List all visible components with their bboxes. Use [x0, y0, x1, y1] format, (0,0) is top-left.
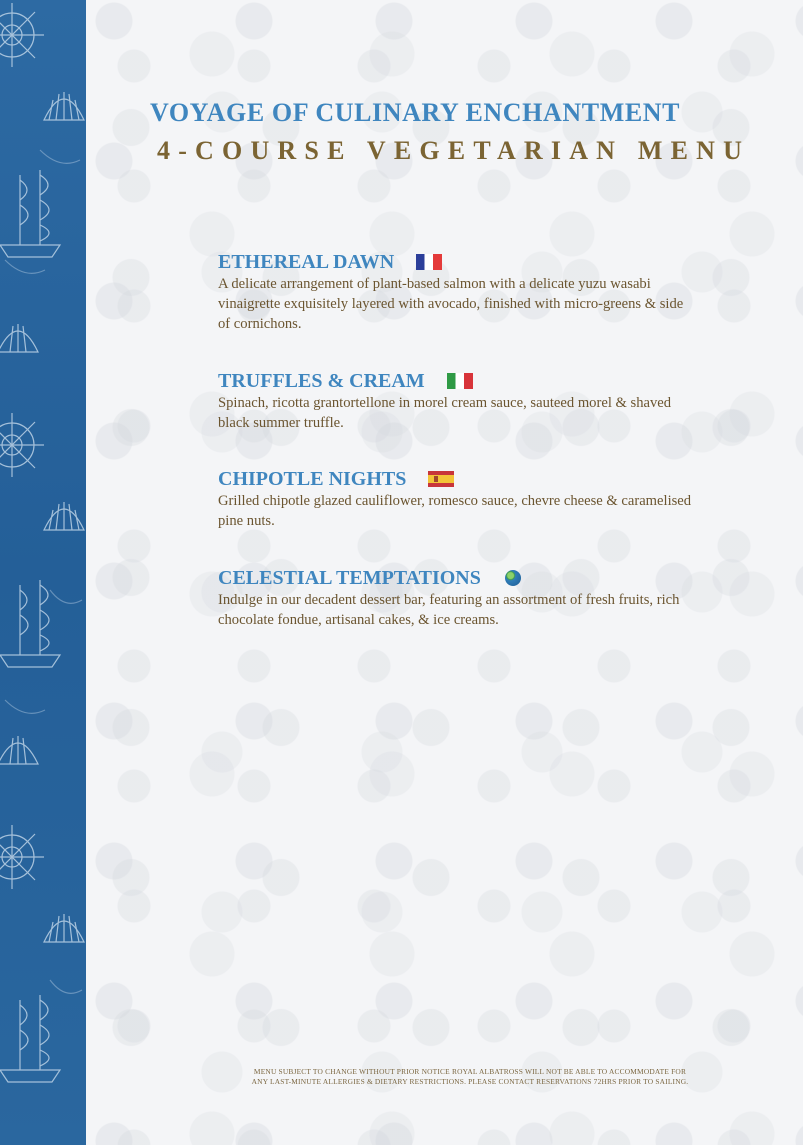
course-item	[218, 467, 698, 531]
disclaimer-line: ANY LAST-MINUTE ALLERGIES & DIETARY RESTRICTIONS. PLEASE CONTACT RESERVATIONS 72HRS PRIOR TO SAILING.	[251, 1077, 689, 1086]
ship-wheel-icon	[0, 3, 44, 67]
course-name: ETHEREAL DAWN	[218, 251, 395, 273]
course-item	[218, 566, 698, 630]
course-description: Grilled chipotle glazed cauliflower, romesco sauce, chevre cheese & caramelised pine nuts.	[218, 493, 692, 529]
course-name: TRUFFLES & CREAM	[218, 370, 425, 392]
seashell-icon	[44, 92, 84, 120]
course-name: CHIPOTLE NIGHTS	[218, 468, 407, 490]
course-description: Indulge in our decadent dessert bar, featuring an assortment of fresh fruits, rich chocolate fondue, artisanal cakes, & ice creams.	[218, 592, 680, 628]
ship-wheel-icon	[0, 825, 44, 889]
seashell-icon	[0, 324, 38, 352]
sailing-ship-icon	[0, 580, 60, 667]
globe-icon	[505, 570, 521, 586]
course-item	[218, 250, 698, 334]
course-description: A delicate arrangement of plant-based salmon with a delicate yuzu wasabi vinaigrette exquisitely layered with avocado, finished with micro-greens & side of cornichons.	[218, 276, 684, 332]
disclaimer-footer	[200, 1067, 740, 1087]
course-description: Spinach, ricotta grantortellone in morel cream sauce, sauteed morel & shaved black summer truffle.	[218, 395, 672, 431]
sailing-ship-icon	[0, 995, 60, 1082]
sailing-ship-icon	[0, 170, 60, 257]
france-flag-icon	[416, 254, 442, 270]
seashell-icon	[0, 736, 38, 764]
seashell-icon	[44, 914, 84, 942]
disclaimer-line: MENU SUBJECT TO CHANGE WITHOUT PRIOR NOTICE ROYAL ALBATROSS WILL NOT BE ABLE TO ACCOMMODATE FOR	[253, 1067, 687, 1076]
seashell-icon	[44, 502, 84, 530]
spain-flag-icon	[428, 471, 454, 487]
menu-title: VOYAGE OF CULINARY ENCHANTMENT	[150, 98, 681, 127]
nautical-side-band	[0, 0, 86, 1145]
menu-subtitle: 4-COURSE VEGETARIAN MENU	[157, 136, 751, 165]
ship-wheel-icon	[0, 413, 44, 477]
italy-flag-icon	[447, 373, 473, 389]
nautical-pattern-illustration	[0, 0, 86, 1145]
course-item	[218, 369, 698, 433]
course-name: CELESTIAL TEMPTATIONS	[218, 567, 481, 589]
